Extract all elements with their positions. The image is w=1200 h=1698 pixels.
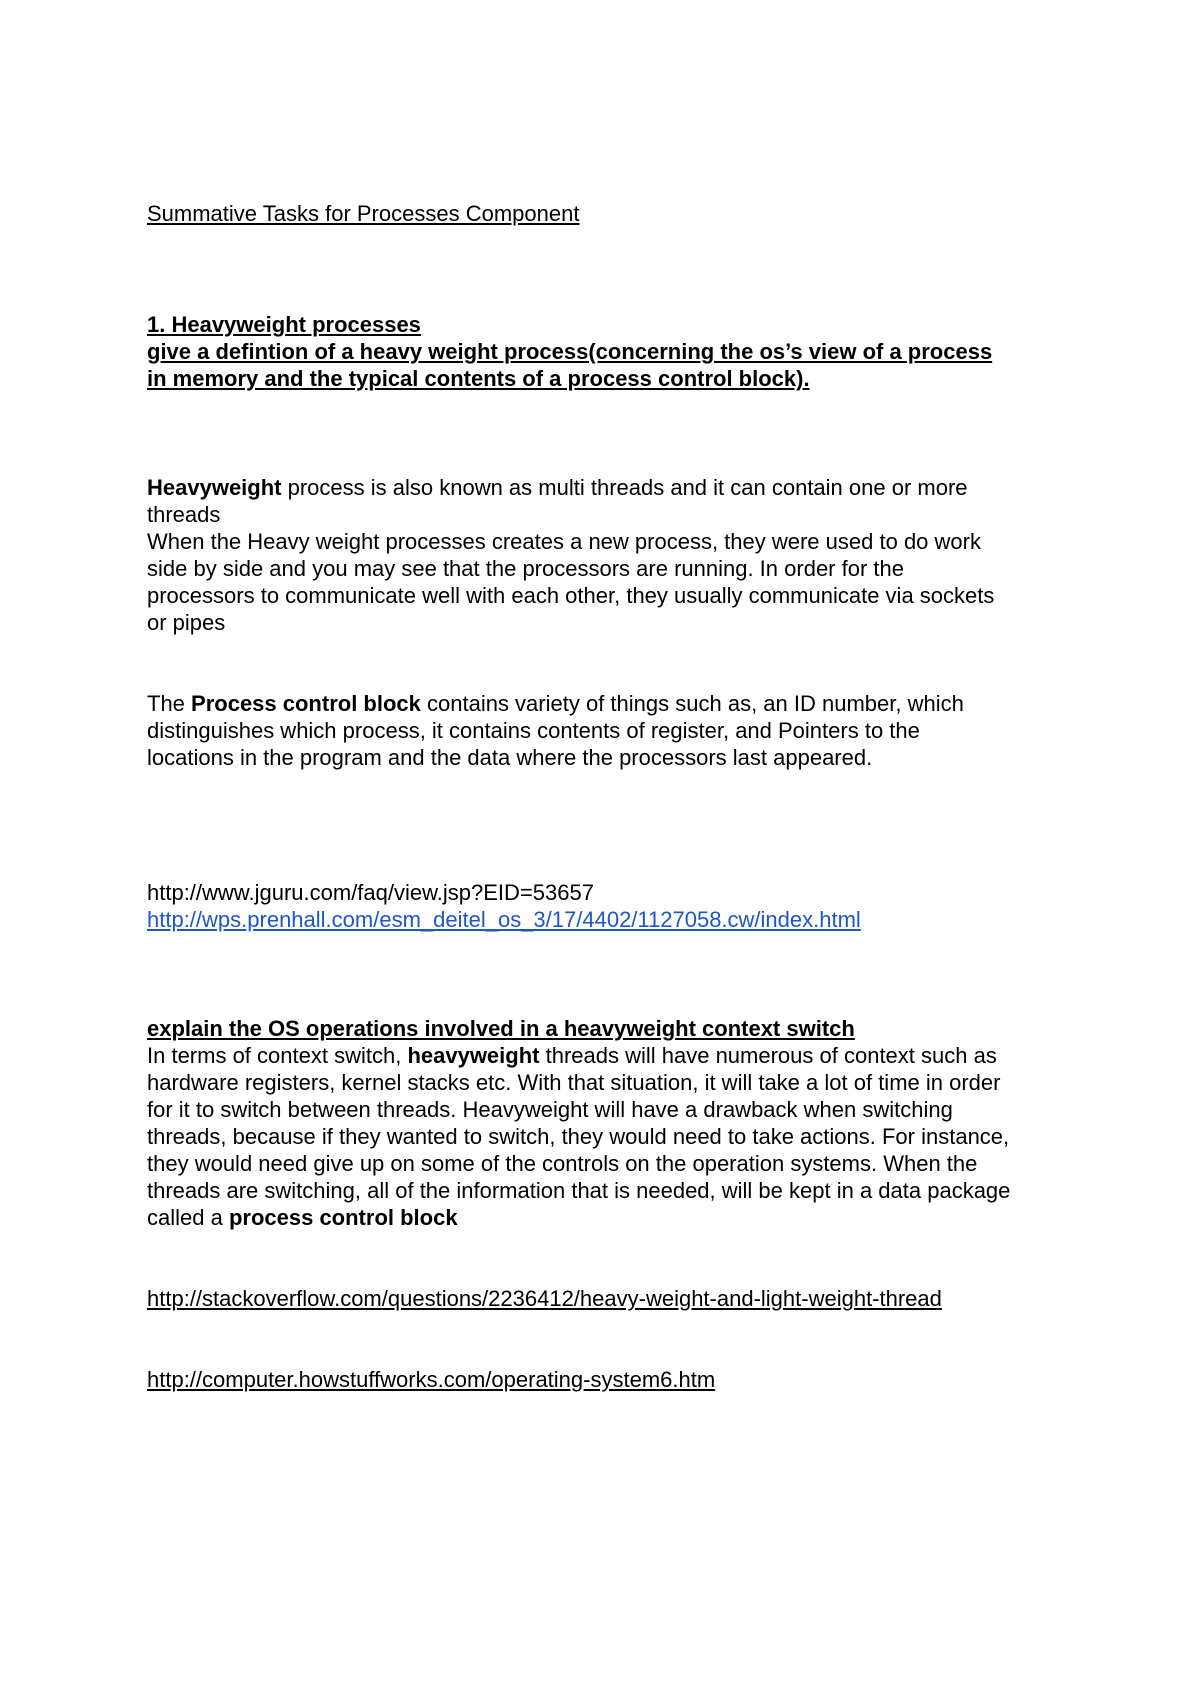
para2-line2: distinguishes which process, it contains contents of register, and Pointers to the	[147, 718, 920, 743]
section2-line2: hardware registers, kernel stacks etc. With that situation, it will take a lot of time in order	[147, 1070, 1001, 1095]
pcb-paragraph	[147, 690, 1077, 771]
section2-line5: they would need give up on some of the controls on the operation systems. When the	[147, 1151, 978, 1176]
para1-line6: or pipes	[147, 610, 226, 635]
spacer	[147, 392, 1077, 474]
para1-line5: processors to communicate well with each other, they usually communicate via sockets	[147, 583, 995, 608]
para2-lead: The	[147, 691, 192, 716]
heavyweight-definition-paragraph	[147, 474, 1077, 636]
section1-block	[147, 311, 1077, 392]
section2-line1	[147, 1042, 1077, 1069]
section1-heading: 1. Heavyweight processes	[147, 312, 421, 337]
para2-bold: Process control block	[191, 691, 421, 716]
spacer	[147, 1312, 1077, 1366]
section2-line6: threads are switching, all of the information that is needed, will be kept in a data package	[147, 1178, 1011, 1203]
para2-line3: locations in the program and the data where the processors last appeared.	[147, 745, 873, 770]
para1-line4: side by side and you may see that the processors are running. In order for the	[147, 556, 904, 581]
section1-question-line1: give a defintion of a heavy weight process(concerning the os’s view of a process	[147, 339, 993, 364]
section2-block	[147, 1015, 1077, 1231]
section2-line1-rest: threads will have numerous of context such as	[539, 1043, 997, 1068]
section2-line4: threads, because if they wanted to switch, they would need to take actions. For instance,	[147, 1124, 1010, 1149]
para1-line1	[147, 474, 1077, 501]
howstuffworks-link[interactable]: http://computer.howstuffworks.com/operating-system6.htm	[147, 1367, 716, 1392]
spacer	[147, 933, 1077, 1015]
document-page	[147, 200, 1077, 1393]
spacer	[147, 1231, 1077, 1285]
spacer	[147, 771, 1077, 879]
prenhall-link[interactable]: http://wps.prenhall.com/esm_deitel_os_3/17/4402/1127058.cw/index.html	[147, 907, 861, 932]
reference-links-1	[147, 879, 1077, 933]
section2-line7	[147, 1204, 1077, 1231]
section2-line3: for it to switch between threads. Heavyweight will have a drawback when switching	[147, 1097, 953, 1122]
para2-text-line1: contains variety of things such as, an ID number, which	[420, 691, 964, 716]
section2-line7-lead: called a	[147, 1205, 229, 1230]
para1-text-line1: process is also known as multi threads and it can contain one or more	[281, 475, 968, 500]
para1-bold-lead: Heavyweight	[147, 475, 282, 500]
section2-bold: heavyweight	[407, 1043, 540, 1068]
jguru-link[interactable]: http://www.jguru.com/faq/view.jsp?EID=53657	[147, 880, 594, 905]
stackoverflow-link[interactable]: http://stackoverflow.com/questions/2236412/heavy-weight-and-light-weight-thread	[147, 1286, 942, 1311]
section2-lead: In terms of context switch,	[147, 1043, 408, 1068]
para1-line2: threads	[147, 502, 221, 527]
para1-line3: When the Heavy weight processes creates a new process, they were used to do work	[147, 529, 981, 554]
section2-heading: explain the OS operations involved in a heavyweight context switch	[147, 1016, 855, 1041]
section1-question-line2: in memory and the typical contents of a process control block).	[147, 366, 810, 391]
spacer	[147, 636, 1077, 690]
section2-line7-bold: process control block	[228, 1205, 458, 1230]
page-title: Summative Tasks for Processes Component	[147, 201, 580, 226]
para2-line1	[147, 690, 1077, 717]
